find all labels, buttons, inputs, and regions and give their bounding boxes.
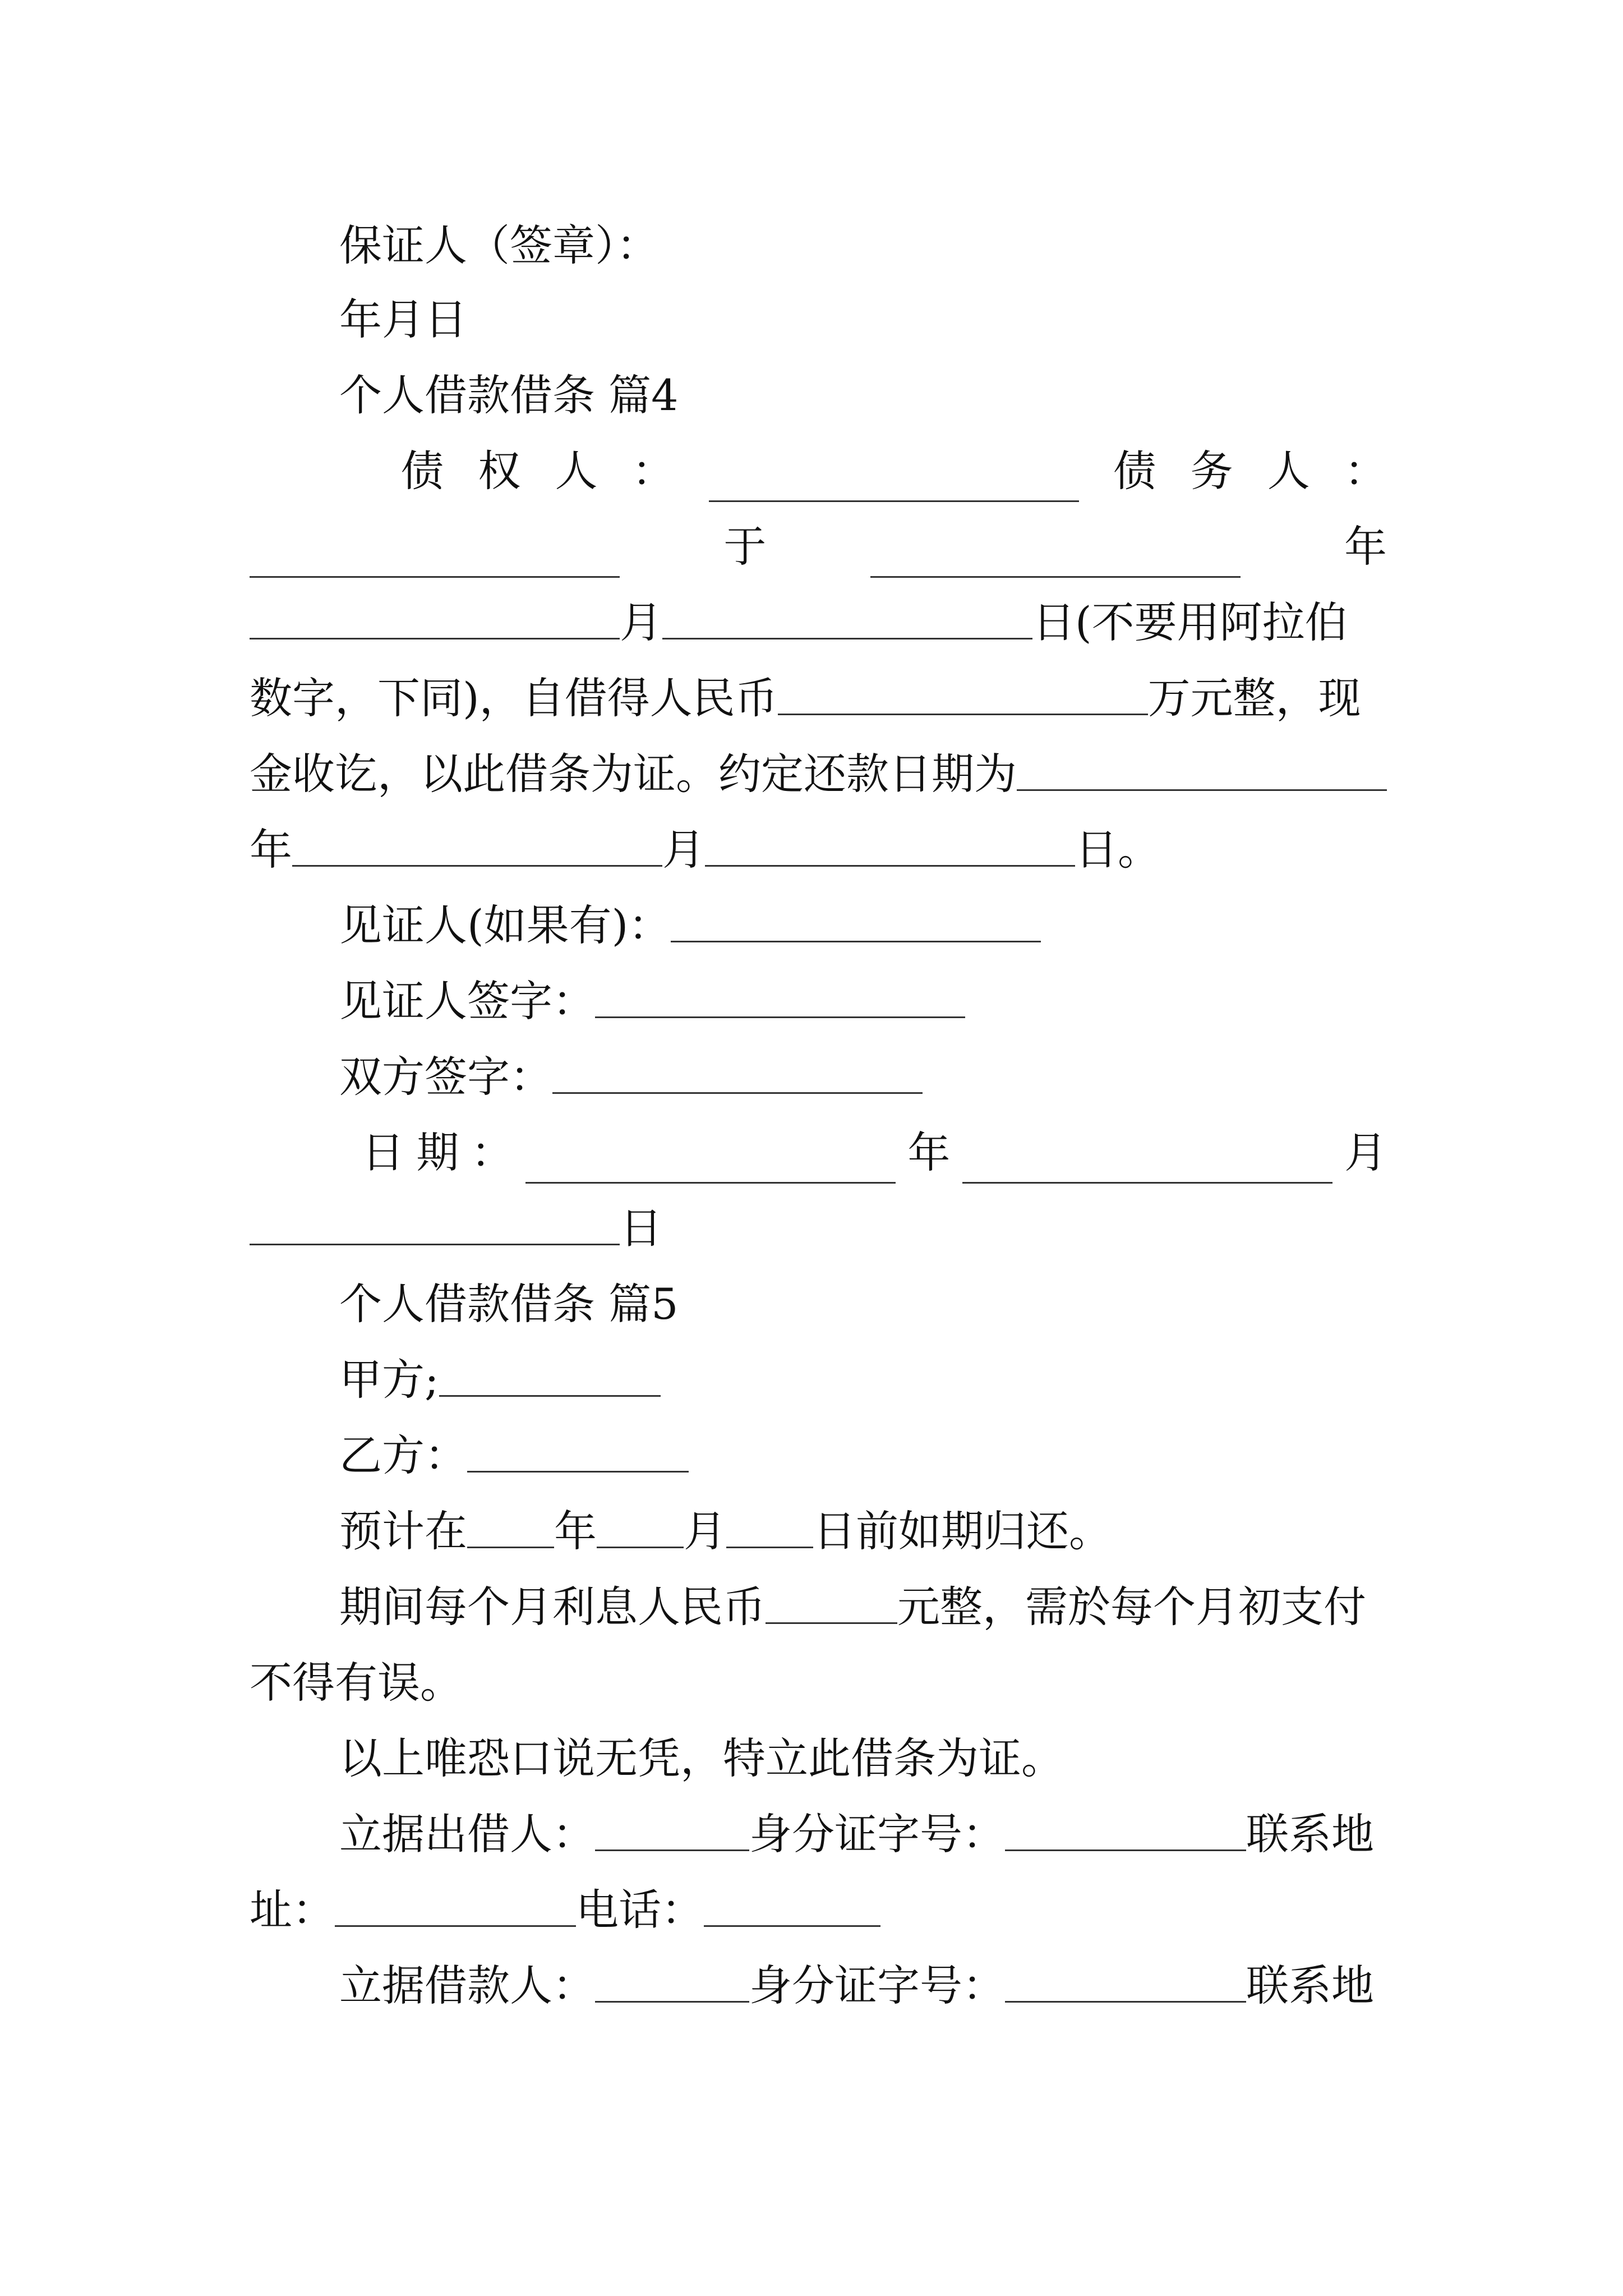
borrower-name-blank [595,1963,749,2003]
repayment-date-line: 年 月 日。 [250,825,1160,875]
lender-id-blank [1005,1812,1246,1851]
date-line: 年月日 [339,295,467,344]
month-blank [250,600,620,639]
due-date-line: 预计在 年 月 日前如期归还。 [339,1506,1112,1556]
party-b-blank [467,1433,689,1473]
creditor-debtor-line: 债 权 人 ： 债 务 人 ： [250,440,1387,502]
interest-line: 期间每个月利息人民币 元整，需於每个月初支付 [339,1582,1366,1632]
witness-signature-blank [595,979,965,1018]
party-a-blank [439,1358,661,1397]
due-year-blank [467,1509,554,1548]
lender-phone-blank [704,1888,880,1927]
due-day-blank [726,1509,813,1548]
creditor-blank [709,463,1079,502]
debtor-date-line: 于 年 [250,516,1387,578]
evidence-statement-line: 以上唯恐口说无凭，特立此借条为证。 [339,1733,1064,1783]
section-heading-5: 个人借款借条 篇5 [339,1279,679,1329]
witness-signature-line: 见证人签字： [250,970,1387,1032]
year-blank [870,539,1241,578]
party-a-line: 甲方; [250,1349,1387,1411]
parties-signature-blank [552,1055,923,1094]
lender-info-line: 立据出借人： 身分证字号： 联系地 [339,1809,1374,1859]
day-blank [662,600,1032,639]
lender-address-blank [335,1888,576,1927]
witness-blank [671,903,1041,942]
party-b-line: 乙方： [250,1425,1387,1487]
signing-year-blank [525,1144,896,1184]
repayment-day-blank [705,827,1075,867]
section-heading-4: 个人借款借条 篇4 [339,370,679,420]
interest-line-cont: 不得有误。 [250,1658,463,1708]
guarantor-signature-line: 保证人（签章）： [339,220,659,270]
signing-month-blank [962,1144,1332,1184]
repayment-line: 金收讫，以此借条为证。约定还款日期为 [250,743,1387,805]
signing-date-line: 日 期 ： 年 月 [250,1122,1387,1184]
repayment-year-blank [1017,752,1387,791]
signing-day-line: 日 [250,1198,1387,1259]
amount-line: 数字，下同)，自借得人民币 万元整，现 [250,673,1361,723]
due-month-blank [597,1509,684,1548]
document-page [250,0,1387,2296]
witness-line: 见证人(如果有)： [250,895,1387,956]
signing-day-blank [250,1206,620,1245]
repayment-month-blank [292,827,662,867]
parties-signature-line: 双方签字： [250,1046,1387,1108]
debtor-blank [250,539,620,578]
lender-name-blank [595,1812,749,1851]
month-day-line: 月 日(不要用阿拉伯 [250,592,1387,654]
borrower-info-line: 立据借款人： 身分证字号： 联系地 [339,1961,1374,2010]
amount-blank [778,676,1148,715]
lender-address-line: 址： 电话： [250,1879,1387,1941]
borrower-id-blank [1005,1963,1246,2003]
interest-blank [766,1585,897,1624]
